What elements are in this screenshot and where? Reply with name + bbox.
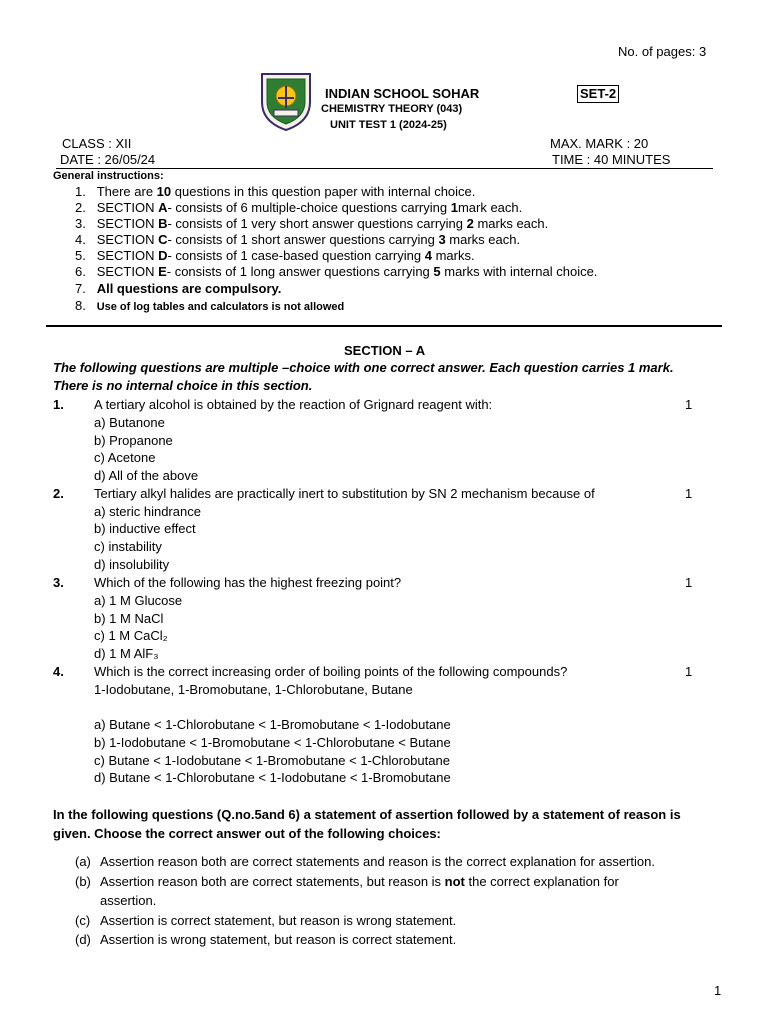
question-mark: 1 [685,664,693,679]
instructions-title: General instructions: [53,170,164,182]
option: a) 1 M Glucose [94,593,183,608]
option: c) Acetone [94,450,156,465]
question-text: Which is the correct increasing order of boiling points of the following compounds? [94,664,568,679]
option: d) 1 M AlF₃ [94,646,159,661]
section-a-intro: There is no internal choice in this section. [53,378,313,393]
option: a) steric hindrance [94,504,201,519]
choice-text: Assertion is wrong statement, but reason is correct statement. [100,932,457,947]
option: b) 1 M NaCl [94,611,164,626]
question-text: A tertiary alcohol is obtained by the reaction of Grignard reagent with: [94,397,493,412]
page-count: No. of pages: 3 [618,44,707,59]
max-mark: MAX. MARK : 20 [550,136,649,151]
section-a-intro: The following questions are multiple –choice with one correct answer. Each question carries 1 mark. [53,360,674,375]
instruction-item: 4. SECTION C- consists of 1 short answer questions carrying 3 marks each. [75,232,521,247]
instruction-item: 5. SECTION D- consists of 1 case-based question carrying 4 marks. [75,248,475,263]
choice-letter: (d) [75,932,91,947]
choice-text: Assertion reason both are correct statements, but reason is not the correct explanation for [100,874,619,889]
option: c) instability [94,539,162,554]
question-mark: 1 [685,575,693,590]
instruction-item: 3. SECTION B- consists of 1 very short answer questions carrying 2 marks each. [75,216,549,231]
question-number: 2. [53,486,64,501]
option: d) All of the above [94,468,199,483]
question-text: Which of the following has the highest freezing point? [94,575,402,590]
option: a) Butane < 1-Chlorobutane < 1-Bromobutane < 1-Iodobutane [94,717,451,732]
instruction-item: 1. There are 10 questions in this question paper with internal choice. [75,184,476,199]
option: c) 1 M CaCl₂ [94,628,168,643]
assertion-intro: given. Choose the correct answer out of the following choices: [53,826,441,841]
class-label: CLASS : XII [62,136,132,151]
page-number: 1 [714,983,722,998]
choice-letter: (c) [75,913,91,928]
exam-time: TIME : 40 MINUTES [552,152,671,167]
question-number: 1. [53,397,64,412]
assertion-intro: In the following questions (Q.no.5and 6) a statement of assertion followed by a statement of reason is [53,807,681,822]
header-divider [56,168,713,169]
instruction-item: 8. Use of log tables and calculators is not allowed [75,298,345,313]
school-logo-icon [258,72,314,132]
question-mark: 1 [685,397,693,412]
section-a-title: SECTION – A [344,343,426,358]
school-name: INDIAN SCHOOL SOHAR [325,86,480,101]
question-mark: 1 [685,486,693,501]
choice-text: Assertion reason both are correct statements and reason is the correct explanation for assertion. [100,854,655,869]
set-badge: SET-2 [577,85,619,103]
option: d) Butane < 1-Chlorobutane < 1-Iodobutane < 1-Bromobutane [94,770,451,785]
subject-title: CHEMISTRY THEORY (043) [321,103,463,115]
option: b) Propanone [94,433,173,448]
question-number: 3. [53,575,64,590]
choice-letter: (b) [75,874,91,889]
question-compounds: 1-Iodobutane, 1-Bromobutane, 1-Chlorobutane, Butane [94,682,413,697]
question-text: Tertiary alkyl halides are practically inert to substitution by SN 2 mechanism because of [94,486,595,501]
option: a) Butanone [94,415,165,430]
instruction-item: 2. SECTION A- consists of 6 multiple-choice questions carrying 1mark each. [75,200,523,215]
test-title: UNIT TEST 1 (2024-25) [330,119,447,131]
option: b) inductive effect [94,521,196,536]
choice-letter: (a) [75,854,91,869]
choice-text: Assertion is correct statement, but reason is wrong statement. [100,913,457,928]
instruction-item: 6. SECTION E- consists of 1 long answer questions carrying 5 marks with internal choice. [75,264,598,279]
choice-text-continued: assertion. [100,893,157,908]
option: d) insolubility [94,557,170,572]
option: b) 1-Iodobutane < 1-Bromobutane < 1-Chlorobutane < Butane [94,735,451,750]
question-number: 4. [53,664,64,679]
instructions-divider [46,325,722,327]
instruction-item: 7. All questions are compulsory. [75,281,282,296]
option: c) Butane < 1-Iodobutane < 1-Bromobutane < 1-Chlorobutane [94,753,450,768]
exam-date: DATE : 26/05/24 [60,152,156,167]
